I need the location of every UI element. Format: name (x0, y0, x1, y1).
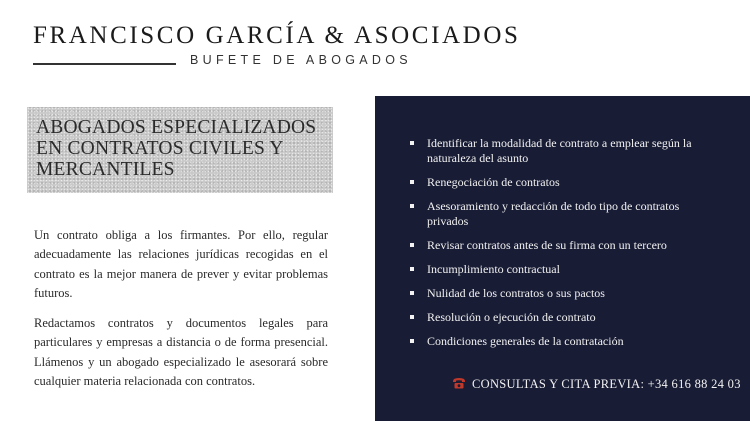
service-label: Renegociación de contratos (427, 175, 560, 189)
service-item (410, 334, 710, 349)
bullet-icon (410, 204, 414, 208)
intro-paragraph-1: Un contrato obliga a los firmantes. Por ello, regular adecuadamente las relaciones jurídicas recogidas en el contrato es la mejor manera de prever y evitar problemas futuros. (34, 227, 328, 300)
service-label: Revisar contratos antes de su firma con un tercero (427, 238, 667, 252)
service-item (410, 238, 710, 253)
bullet-icon (410, 315, 414, 319)
service-item (410, 175, 710, 190)
service-label: Condiciones generales de la contratación (427, 334, 624, 348)
phone-icon (452, 377, 466, 389)
contact-line[interactable] (452, 377, 741, 392)
intro-paragraph-2: Redactamos contratos y documentos legales para particulares y empresas a distancia o de forma presencial. Llámenos y un abogado especializado le asesorará sobre cualquier materia relacionada con contratos. (34, 315, 328, 388)
bullet-icon (410, 291, 414, 295)
headline-box (27, 107, 333, 193)
service-label: Identificar la modalidad de contrato a emplear según la naturaleza del asunto (427, 136, 692, 165)
service-item (410, 199, 710, 229)
bullet-icon (410, 180, 414, 184)
bullet-icon (410, 267, 414, 271)
service-label: Asesoramiento y redacción de todo tipo de contratos privados (427, 199, 680, 228)
page-header (0, 0, 750, 96)
service-item (410, 262, 710, 277)
bullet-icon (410, 339, 414, 343)
bullet-icon (410, 243, 414, 247)
services-list (410, 136, 710, 358)
service-label: Incumplimiento contractual (427, 262, 560, 276)
firm-tagline: BUFETE DE ABOGADOS (190, 53, 412, 67)
services-panel (375, 96, 750, 421)
page-headline: ABOGADOS ESPECIALIZADOS EN CONTRATOS CIVILES Y MERCANTILES (36, 117, 317, 180)
service-label: Resolución o ejecución de contrato (427, 310, 596, 324)
header-divider (33, 63, 176, 65)
intro-column (0, 96, 375, 421)
service-label: Nulidad de los contratos o sus pactos (427, 286, 605, 300)
bullet-icon (410, 141, 414, 145)
firm-name: FRANCISCO GARCÍA & ASOCIADOS (33, 22, 521, 49)
service-item (410, 286, 710, 301)
service-item (410, 136, 710, 166)
contact-text: CONSULTAS Y CITA PREVIA: +34 616 88 24 03 (472, 377, 741, 391)
service-item (410, 310, 710, 325)
